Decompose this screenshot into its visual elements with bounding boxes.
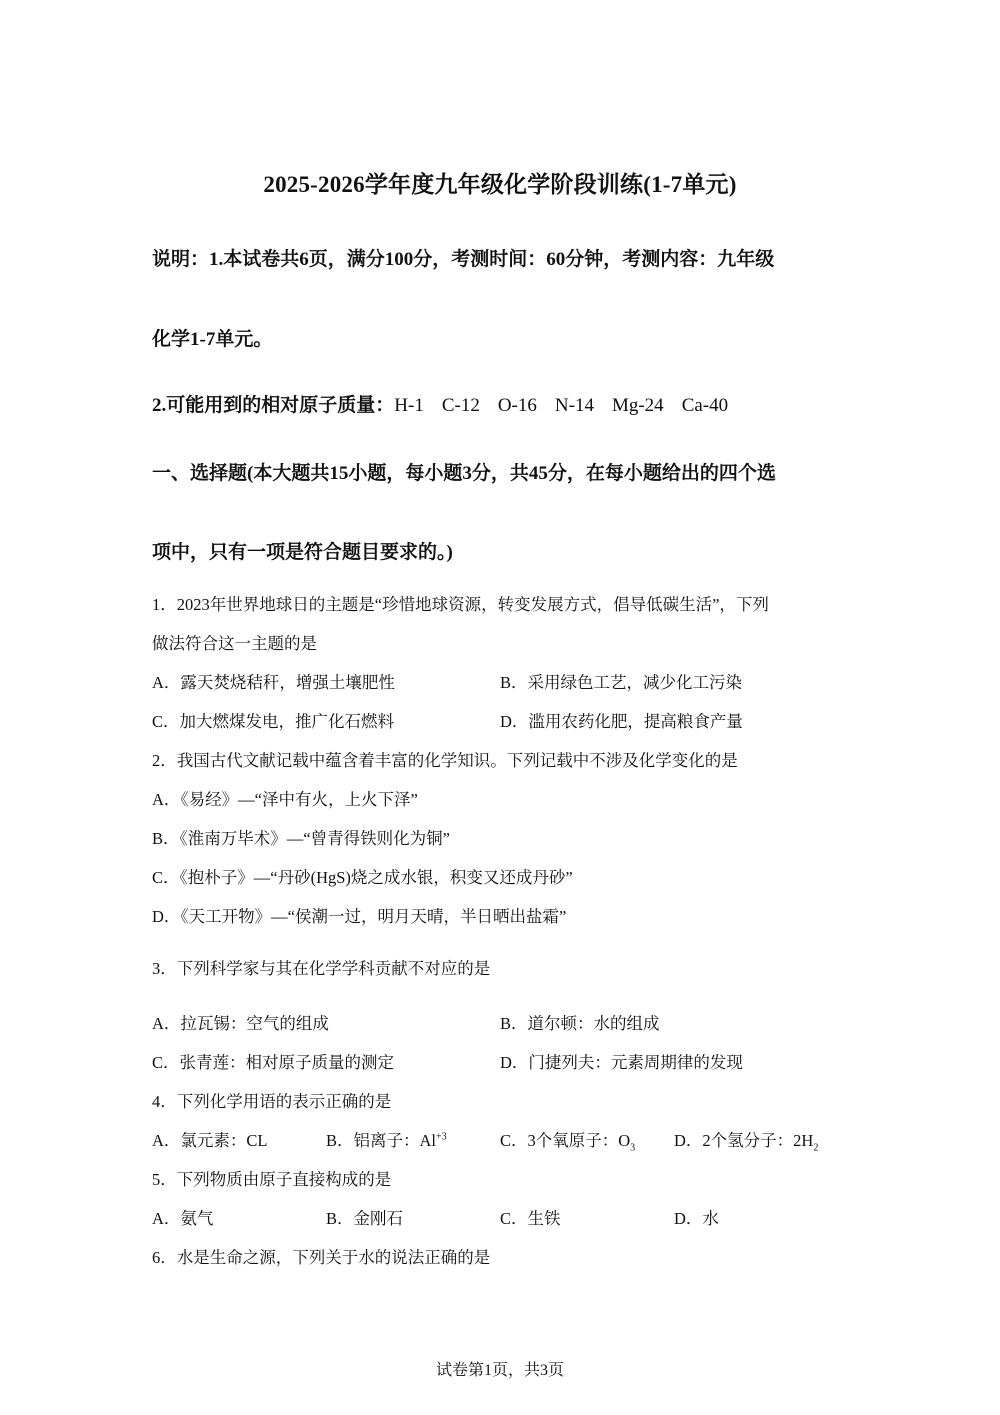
q4-option-a: A．氯元素：CL xyxy=(152,1131,268,1150)
q1-stem-line-1: 1．2023年世界地球日的主题是“珍惜地球资源，转变发展方式，倡导低碳生活”，下列 xyxy=(152,595,769,614)
q5-option-b: B．金刚石 xyxy=(326,1209,404,1228)
q3-option-a: A．拉瓦锡：空气的组成 xyxy=(152,1014,329,1033)
section-heading-line-2: 项中，只有一项是符合题目要求的。) xyxy=(152,542,453,563)
q4-option-b xyxy=(326,1127,447,1151)
q4-option-b-text: B．铝离子：Al xyxy=(326,1131,437,1150)
instructions-line-1: 说明：1.本试卷共6页，满分100分，考测时间：60分钟，考测内容：九年级 xyxy=(152,249,775,270)
atomic-mass-n: N-14 xyxy=(554,395,594,416)
atomic-mass-o: O-16 xyxy=(497,395,537,416)
q1-option-d: D．滥用农药化肥，提高粮食产量 xyxy=(500,712,743,731)
atomic-masses-label: 2.可能用到的相对原子质量： xyxy=(152,395,395,416)
atomic-masses-line xyxy=(152,390,746,417)
atomic-mass-ca: Ca-40 xyxy=(681,395,729,416)
page-title: 2025-2026学年度九年级化学阶段训练(1-7单元) xyxy=(263,172,737,197)
q1-option-c: C．加大燃煤发电，推广化石燃料 xyxy=(152,712,395,731)
q5-option-c: C．生铁 xyxy=(500,1209,561,1228)
q2-option-c: C．《抱朴子》—“丹砂(HgS)烧之成水银，积变又还成丹砂” xyxy=(152,868,573,887)
q4-option-c-subscript: 3 xyxy=(630,1142,636,1154)
q2-stem: 2．我国古代文献记载中蕴含着丰富的化学知识。下列记载中不涉及化学变化的是 xyxy=(152,751,738,770)
q5-option-a: A．氨气 xyxy=(152,1209,214,1228)
q4-stem: 4．下列化学用语的表示正确的是 xyxy=(152,1092,392,1111)
q4-option-b-charge: +3 xyxy=(436,1131,447,1143)
q4-option-c-text: C．3个氧原子：O xyxy=(500,1131,631,1150)
atomic-mass-c: C-12 xyxy=(441,395,480,416)
section-heading-line-1: 一、选择题(本大题共15小题，每小题3分，共45分，在每小题给出的四个选 xyxy=(152,463,776,484)
atomic-mass-mg: Mg-24 xyxy=(611,395,664,416)
q5-option-d: D．水 xyxy=(674,1209,719,1228)
q3-option-c: C．张青莲：相对原子质量的测定 xyxy=(152,1053,395,1072)
q1-option-a: A．露天焚烧秸秆，增强土壤肥性 xyxy=(152,673,395,692)
q2-option-d: D．《天工开物》—“侯潮一过，明月天晴，半日晒出盐霜” xyxy=(152,907,567,926)
q6-stem: 6．水是生命之源，下列关于水的说法正确的是 xyxy=(152,1248,491,1267)
q1-option-b: B．采用绿色工艺，减少化工污染 xyxy=(500,673,743,692)
q5-stem: 5．下列物质由原子直接构成的是 xyxy=(152,1170,392,1189)
q2-option-b: B．《淮南万毕术》—“曾青得铁则化为铜” xyxy=(152,829,450,848)
q1-stem-line-2: 做法符合这一主题的是 xyxy=(152,634,317,653)
q4-option-c xyxy=(500,1127,635,1153)
atomic-mass-h: H-1 xyxy=(394,395,424,416)
q2-option-a: A．《易经》—“泽中有火，上火下泽” xyxy=(152,790,418,809)
instructions-line-2: 化学1-7单元。 xyxy=(152,329,273,350)
q3-option-d: D．门捷列夫：元素周期律的发现 xyxy=(500,1053,743,1072)
q3-option-b: B．道尔顿：水的组成 xyxy=(500,1014,660,1033)
page-footer: 试卷第1页，共3页 xyxy=(435,1362,564,1379)
q3-stem: 3．下列科学家与其在化学学科贡献不对应的是 xyxy=(152,959,491,978)
q4-option-d-text: D．2个氢分子：2H xyxy=(674,1131,814,1150)
q4-option-d xyxy=(674,1127,818,1153)
q4-option-d-subscript: 2 xyxy=(813,1142,819,1154)
